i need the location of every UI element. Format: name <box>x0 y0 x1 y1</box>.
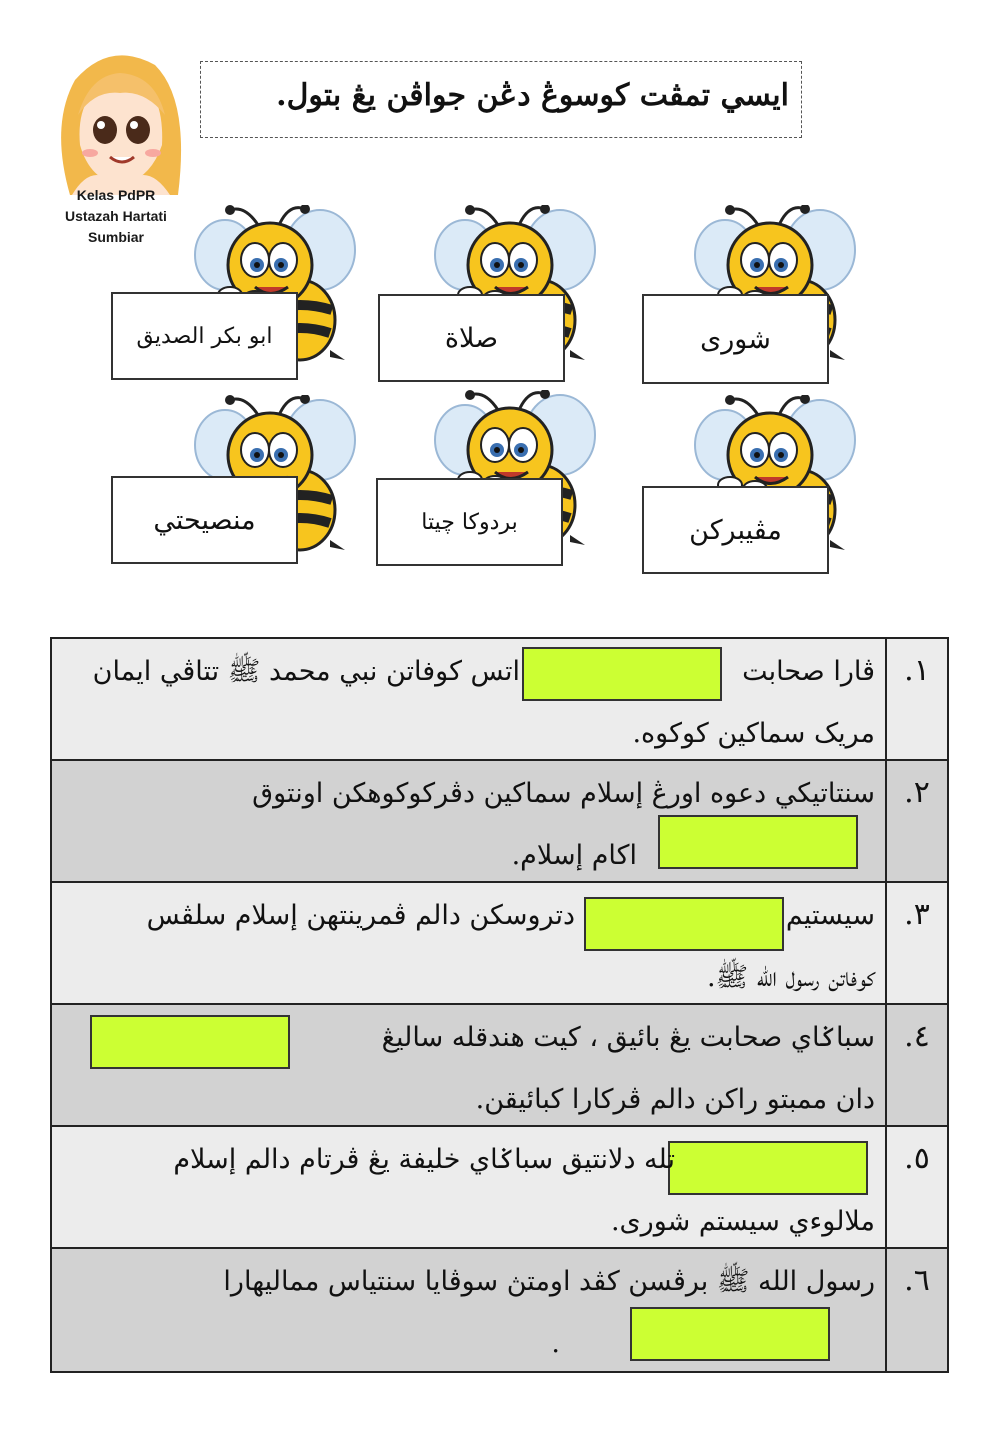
q3-line1b: دتروسكن دالم ڤمرينتهن إسلام سلڤس <box>146 900 575 931</box>
answer-blank-1[interactable] <box>522 647 722 701</box>
answer-blank-5[interactable] <box>668 1141 868 1195</box>
q3-line1a: سيستيم <box>785 900 875 931</box>
question-text-4 <box>51 1004 886 1126</box>
logo <box>50 45 190 250</box>
question-table <box>50 637 949 1373</box>
question-row-5 <box>51 1126 948 1248</box>
logo-line-2: Ustazah Hartati <box>65 208 167 224</box>
question-row-3 <box>51 882 948 1004</box>
question-number-1: ١. <box>886 638 948 760</box>
question-row-2 <box>51 760 948 882</box>
question-text-2 <box>51 760 886 882</box>
question-number-2: ٢. <box>886 760 948 882</box>
word-card-3[interactable]: ابو بكر الصديق <box>111 292 298 380</box>
q6-line1: رسول الله ﷺ برڤسن كڤد اومتڽ سوڤايا سنتياس مماليهارا <box>223 1266 875 1297</box>
q1-line1b: اتس كوفاتن نبي محمد ﷺ تتاڤي ايمان <box>92 656 520 687</box>
question-number-4: ٤. <box>886 1004 948 1126</box>
logo-line-1: Kelas PdPR <box>76 187 156 203</box>
q5-line1: تله دلانتيق سباݢاي خليفة يڠ ڤرتام دالم إسلام <box>173 1144 675 1175</box>
word-card-4[interactable]: مڤيبركن <box>642 486 829 574</box>
q6-line2: . <box>551 1328 560 1359</box>
question-row-4 <box>51 1004 948 1126</box>
word-card-1[interactable]: شورى <box>642 294 829 384</box>
answer-blank-6[interactable] <box>630 1307 830 1361</box>
answer-blank-3[interactable] <box>584 897 784 951</box>
question-number-5: ٥. <box>886 1126 948 1248</box>
logo-line-3: Sumbiar <box>87 229 144 245</box>
question-text-5 <box>51 1126 886 1248</box>
question-number-6: ٦. <box>886 1248 948 1372</box>
question-row-6 <box>51 1248 948 1372</box>
q1-line1a: ڤارا صحابت <box>742 656 875 687</box>
question-text-3 <box>51 882 886 1004</box>
word-card-5[interactable]: بردوكا چيتا <box>376 478 563 566</box>
q1-line2: مريک سماکين كوكوه. <box>632 718 875 749</box>
answer-blank-4[interactable] <box>90 1015 290 1069</box>
question-text-6 <box>51 1248 886 1372</box>
girl-avatar-icon <box>50 45 190 205</box>
word-card-6[interactable]: منصيحتي <box>111 476 298 564</box>
q4-line1: سباݢاي صحابت يڠ بائيق ، كيت هندقله ساليڠ <box>381 1022 875 1053</box>
word-card-2[interactable]: صلاة <box>378 294 565 382</box>
q2-line1: سنتاتيكي دعوه اورڠ إسلام سماکين دڤركوكوهكن اونتوق <box>252 778 875 809</box>
answer-blank-2[interactable] <box>658 815 858 869</box>
question-text-1 <box>51 638 886 760</box>
question-number-3: ٣. <box>886 882 948 1004</box>
instruction-title: ايسي تمڤت كوسوڠ دڠن جواڤن يڠ بتول. <box>276 78 789 113</box>
question-row-1 <box>51 638 948 760</box>
q2-line2: اكام إسلام. <box>511 840 637 871</box>
q4-line2: دان ممبتو راكن دالم ڤركارا كبائيقن. <box>475 1084 875 1115</box>
q3-line2: كوفاتن رسول الله ﷺ. <box>706 962 875 993</box>
q5-line2: ملالوءي سيستم شورى. <box>610 1206 875 1237</box>
instruction-box <box>200 61 802 138</box>
